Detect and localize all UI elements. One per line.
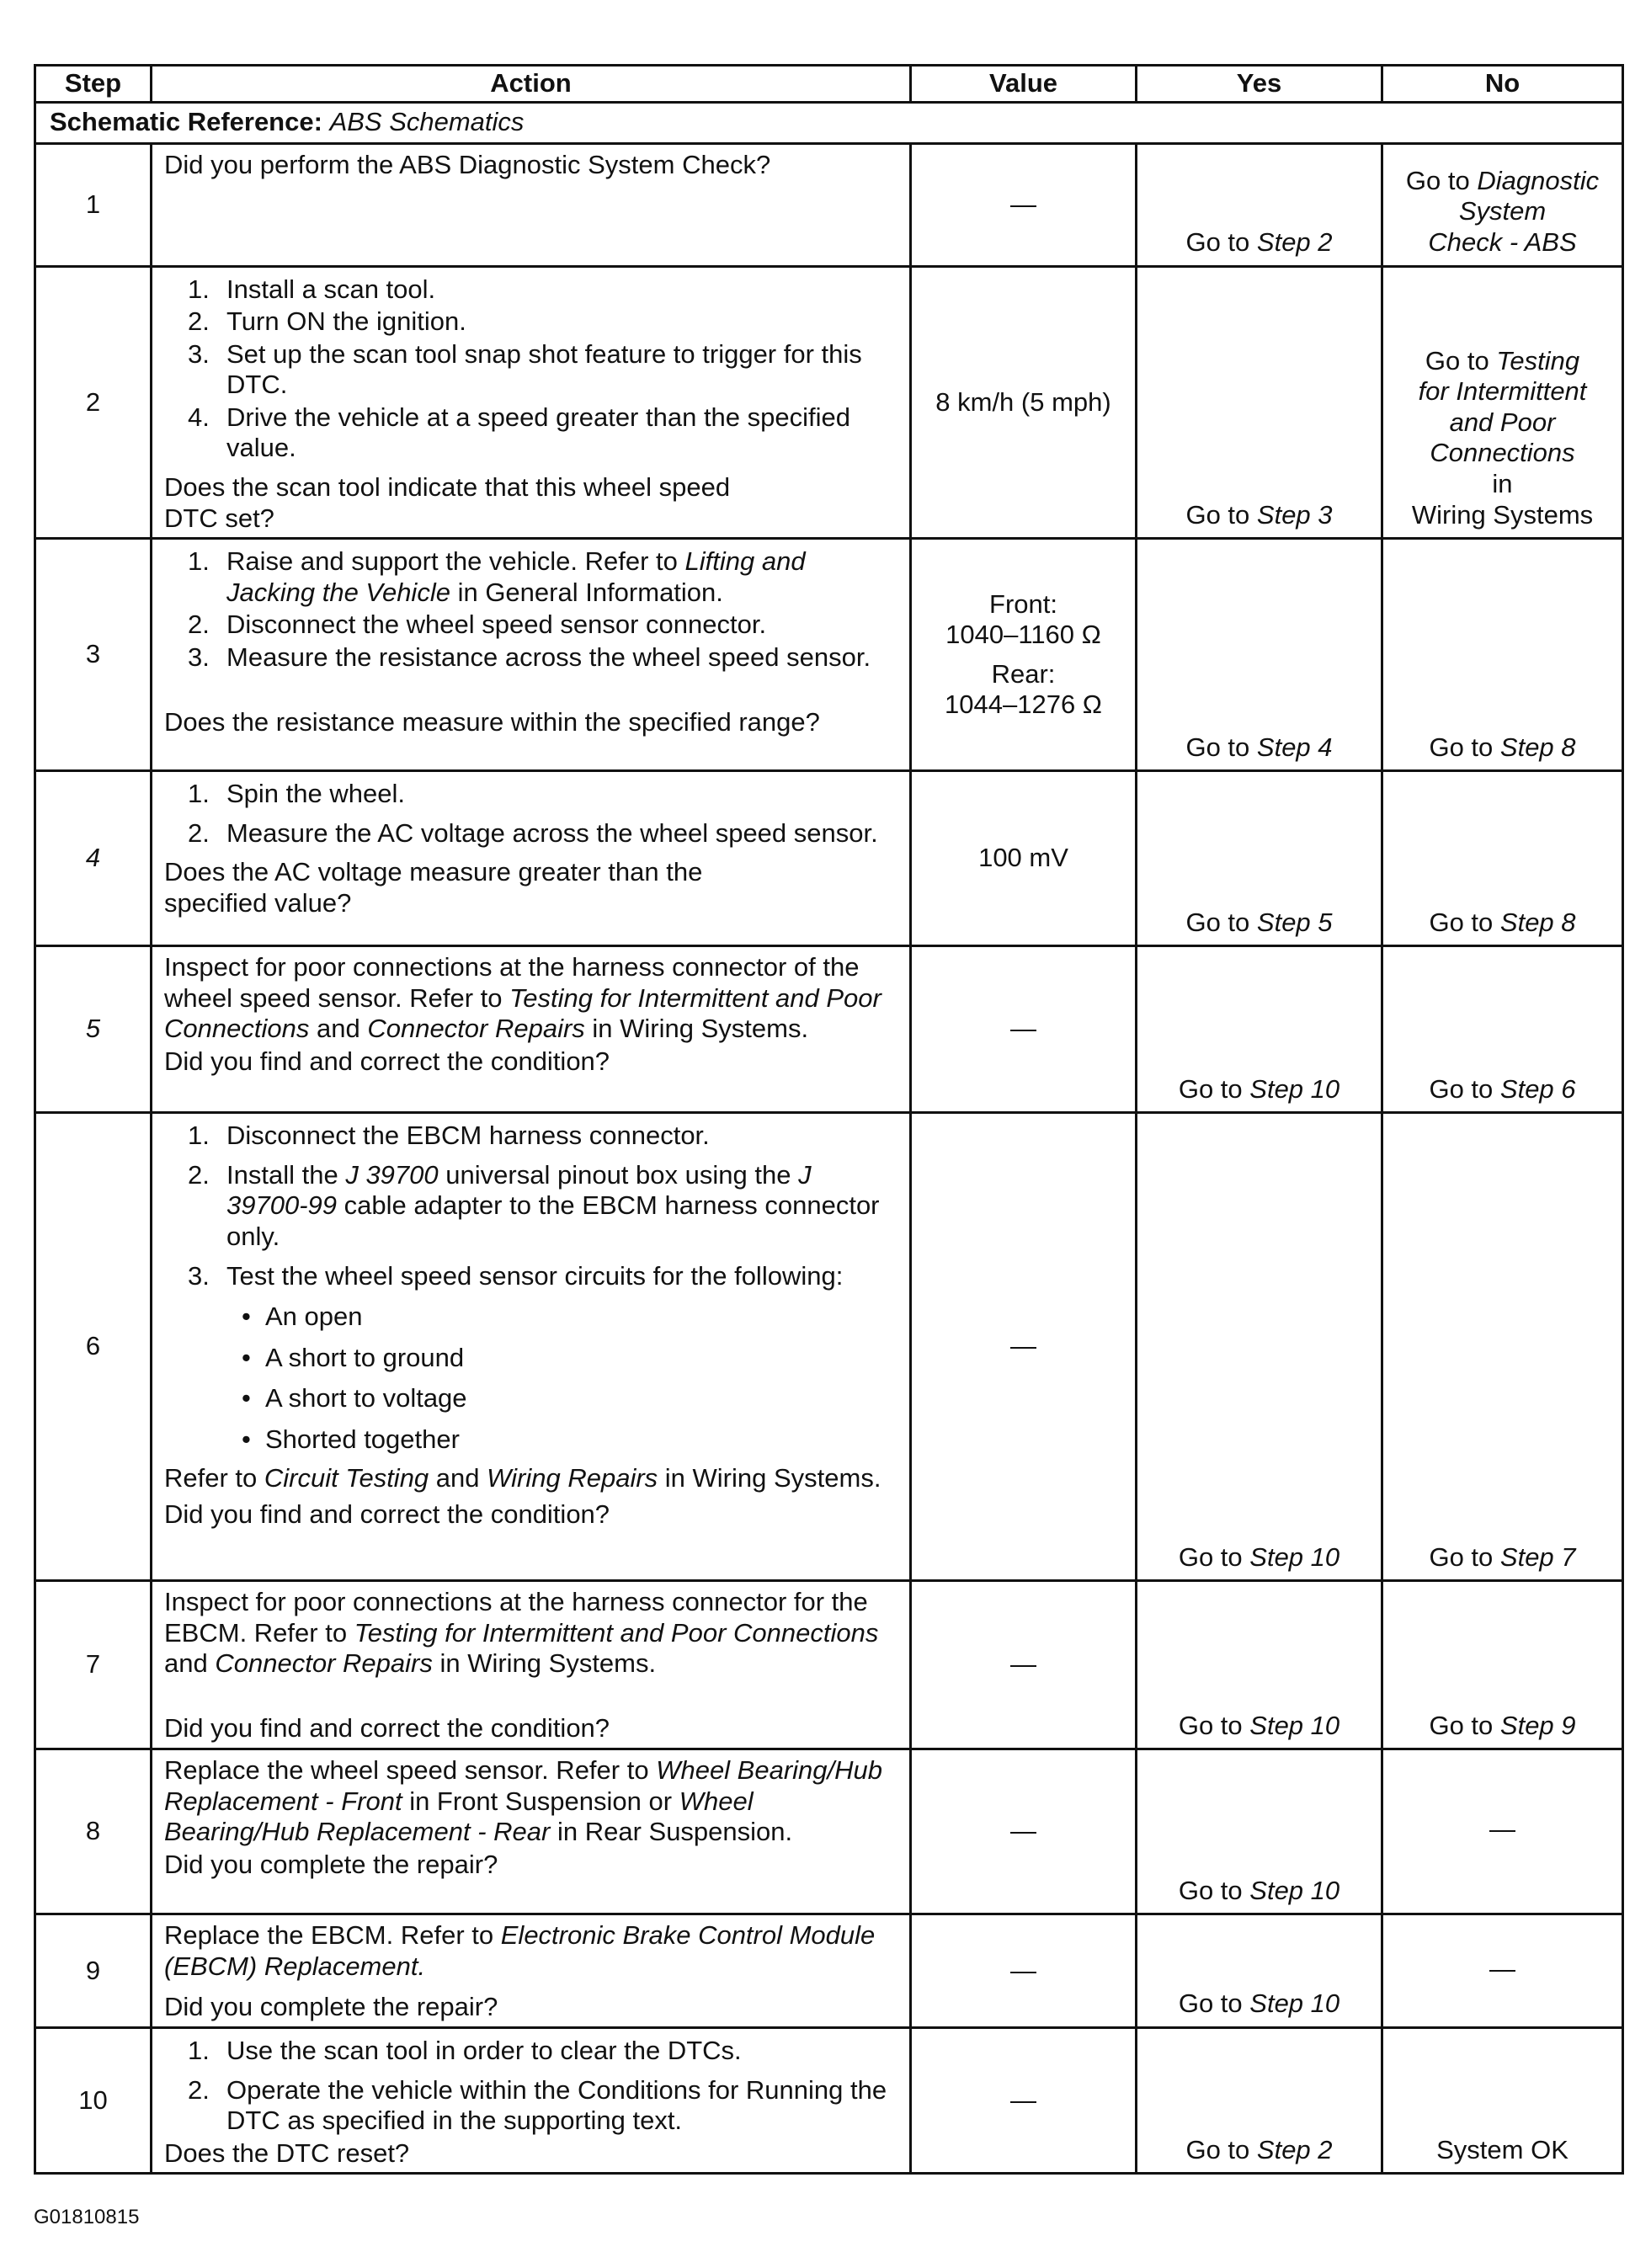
list-text: Raise and support the vehicle. Refer to xyxy=(226,546,678,577)
yes-cell xyxy=(1137,143,1382,266)
value-cell: 8 km/h (5 mph) xyxy=(911,266,1137,539)
step-number: 10 xyxy=(35,2027,152,2173)
tool-reference: J 39700 xyxy=(345,1159,439,1190)
list-text: Drive the vehicle at a speed greater than the specified value. xyxy=(226,402,851,463)
no-goto: Go to xyxy=(1425,345,1489,375)
yes-step-link[interactable]: Step 10 xyxy=(1249,1875,1340,1905)
question: Does the resistance measure within the specified range? xyxy=(164,706,820,737)
action-text: and xyxy=(435,1463,480,1493)
list-item xyxy=(164,2075,897,2137)
yes-step-link[interactable]: Step 5 xyxy=(1256,907,1333,937)
list-text: Disconnect the EBCM harness connector. xyxy=(226,1121,710,1151)
no-cell xyxy=(1382,539,1623,771)
bullet-item: • An open xyxy=(242,1302,363,1332)
list-number: 3. xyxy=(188,642,210,672)
question: Did you complete the repair? xyxy=(164,1992,498,2022)
no-link-line[interactable]: and Poor xyxy=(1449,407,1556,437)
list-number: 1. xyxy=(188,1121,210,1151)
yes-goto: Go to xyxy=(1185,499,1250,530)
yes-cell xyxy=(1137,266,1382,539)
reference-link[interactable]: Circuit Testing xyxy=(264,1463,429,1493)
value-cell: — xyxy=(911,1581,1137,1749)
table-row-step-8 xyxy=(35,1749,1623,1914)
diagnostic-table-container xyxy=(34,64,1622,2175)
table-row-step-10 xyxy=(35,2027,1623,2173)
value-cell: — xyxy=(911,143,1137,266)
list-text: in General Information. xyxy=(457,577,723,607)
header-value: Value xyxy=(911,66,1137,103)
no-link-line[interactable]: Testing xyxy=(1496,345,1580,375)
header-step: Step xyxy=(35,66,152,103)
list-number: 1. xyxy=(188,2035,210,2065)
table-row-step-7 xyxy=(35,1581,1623,1749)
list-number: 2. xyxy=(188,2074,210,2105)
yes-cell xyxy=(1137,1581,1382,1749)
yes-step-link[interactable]: Step 10 xyxy=(1249,1710,1340,1740)
no-step-link[interactable]: Step 8 xyxy=(1499,907,1576,937)
question: Does the DTC reset? xyxy=(164,2138,410,2168)
table-row-step-3 xyxy=(35,539,1623,771)
bullet-item: • A short to ground xyxy=(242,1342,465,1372)
step-number: 5 xyxy=(35,946,152,1113)
action-text: Refer to xyxy=(164,1463,258,1493)
reference-link[interactable]: Testing for Intermittent and Poor Connections xyxy=(164,982,881,1044)
yes-step-link[interactable]: Step 10 xyxy=(1249,1988,1340,2019)
list-text: Disconnect the wheel speed sensor connector. xyxy=(226,610,767,640)
yes-step-link[interactable]: Step 4 xyxy=(1256,732,1333,762)
action-cell xyxy=(152,1113,911,1581)
table-row-step-1 xyxy=(35,143,1623,266)
list-number: 1. xyxy=(188,274,210,304)
question-line: Does the AC voltage measure greater than the xyxy=(164,857,703,887)
action-text: Did you perform the ABS Diagnostic System Check? xyxy=(164,149,771,179)
yes-cell xyxy=(1137,946,1382,1113)
list-text: Operate the vehicle within the Conditions for Running the DTC as specified in the supporting text. xyxy=(226,2074,887,2136)
step-number: 7 xyxy=(35,1581,152,1749)
list-number: 2. xyxy=(188,610,210,640)
tool-reference: J 39700-99 xyxy=(226,1159,812,1221)
yes-goto: Go to xyxy=(1178,1541,1243,1572)
yes-goto: Go to xyxy=(1185,2134,1250,2164)
rear-label: Rear: xyxy=(991,658,1056,689)
no-link-line[interactable]: for Intermittent xyxy=(1418,376,1587,407)
reference-link[interactable]: Wheel Bearing/Hub Replacement - Rear xyxy=(164,1786,754,1847)
table-row-step-5 xyxy=(35,946,1623,1113)
step-number: 9 xyxy=(35,1914,152,2028)
header-yes: Yes xyxy=(1137,66,1382,103)
list-item xyxy=(164,642,897,673)
action-cell xyxy=(152,143,911,266)
no-link-line[interactable]: System xyxy=(1458,196,1547,226)
bullet-item: • A short to voltage xyxy=(242,1383,467,1414)
list-text: universal pinout box using the xyxy=(445,1159,791,1190)
yes-step-link[interactable]: Step 2 xyxy=(1256,227,1333,257)
action-cell xyxy=(152,771,911,946)
no-goto: Go to xyxy=(1429,732,1494,762)
no-step-link[interactable]: Step 6 xyxy=(1499,1073,1576,1104)
action-cell xyxy=(152,2027,911,2173)
table-row-step-6 xyxy=(35,1113,1623,1581)
schematic-reference-label: Schematic Reference: xyxy=(50,107,322,137)
no-goto: Go to xyxy=(1429,1710,1494,1740)
question: Did you find and correct the condition? xyxy=(164,1712,610,1743)
action-text: in Wiring Systems. xyxy=(439,1648,657,1679)
no-cell xyxy=(1382,266,1623,539)
action-text: in Wiring Systems. xyxy=(664,1463,881,1493)
yes-goto: Go to xyxy=(1185,732,1250,762)
action-text: Replace the EBCM. Refer to xyxy=(164,1920,494,1951)
action-paragraph xyxy=(164,952,897,1045)
action-cell xyxy=(152,946,911,1113)
action-paragraph xyxy=(164,1755,897,1848)
no-cell: — xyxy=(1382,1749,1623,1914)
list-number: 1. xyxy=(188,546,210,577)
table-row-step-2 xyxy=(35,266,1623,539)
list-number: 2. xyxy=(188,817,210,848)
no-cell xyxy=(1382,771,1623,946)
yes-goto: Go to xyxy=(1178,1988,1243,2019)
yes-cell xyxy=(1137,1749,1382,1914)
question xyxy=(164,857,897,918)
action-text: and xyxy=(316,1014,360,1044)
action-text: in Wiring Systems. xyxy=(592,1014,809,1044)
list-number: 4. xyxy=(188,402,210,432)
list-number: 3. xyxy=(188,338,210,369)
yes-goto: Go to xyxy=(1178,1710,1243,1740)
no-cell xyxy=(1382,946,1623,1113)
reference-link[interactable]: Electronic Brake Control Module (EBCM) Replacement. xyxy=(164,1920,876,1981)
step-number: 6 xyxy=(35,1113,152,1581)
list-item xyxy=(164,1160,897,1253)
yes-step-link[interactable]: Step 3 xyxy=(1256,499,1333,530)
yes-cell xyxy=(1137,1914,1382,2028)
reference-link[interactable]: Connector Repairs xyxy=(367,1014,585,1044)
bullet-text: A short to ground xyxy=(265,1342,465,1372)
reference-link[interactable]: Wheel Bearing/Hub Replacement - Front xyxy=(164,1755,883,1816)
yes-goto: Go to xyxy=(1178,1073,1243,1104)
action-cell xyxy=(152,1749,911,1914)
list-number: 2. xyxy=(188,1159,210,1190)
question: Did you complete the repair? xyxy=(164,1849,498,1879)
no-cell: System OK xyxy=(1382,2027,1623,2173)
action-text: in Front Suspension or xyxy=(409,1786,673,1816)
action-cell xyxy=(152,1581,911,1749)
list-text: Set up the scan tool snap shot feature to trigger for this DTC. xyxy=(226,338,862,400)
value-cell: — xyxy=(911,2027,1137,2173)
value-cell: — xyxy=(911,1914,1137,2028)
value-cell: — xyxy=(911,1749,1137,1914)
list-text: Test the wheel speed sensor circuits for the following: xyxy=(226,1260,844,1291)
list-number: 3. xyxy=(188,1260,210,1291)
step-number: 3 xyxy=(35,539,152,771)
front-label: Front: xyxy=(989,588,1057,619)
no-step-link[interactable]: Step 8 xyxy=(1499,732,1576,762)
action-text: and xyxy=(164,1648,208,1679)
table-row-step-9 xyxy=(35,1914,1623,2028)
question-line: Does the scan tool indicate that this wheel speed xyxy=(164,472,731,503)
schematic-reference-row xyxy=(35,102,1623,143)
list-text: Turn ON the ignition. xyxy=(226,306,466,337)
list-number: 2. xyxy=(188,306,210,337)
question-line: specified value? xyxy=(164,887,352,918)
no-goto: Go to xyxy=(1405,165,1470,195)
list-item xyxy=(164,339,897,401)
no-goto: Go to xyxy=(1429,907,1494,937)
diagnostic-table xyxy=(34,64,1624,2175)
bullet-text: Shorted together xyxy=(265,1424,460,1454)
yes-goto: Go to xyxy=(1185,907,1250,937)
action-paragraph xyxy=(164,1920,897,1982)
bullet-text: An open xyxy=(265,1302,363,1332)
schematic-reference-value: ABS Schematics xyxy=(329,107,525,137)
yes-goto: Go to xyxy=(1178,1875,1243,1905)
action-cell xyxy=(152,1914,911,2028)
no-step-link[interactable]: Step 9 xyxy=(1499,1710,1576,1740)
list-text: Spin the wheel. xyxy=(226,779,405,809)
refer-paragraph xyxy=(164,1463,897,1494)
value-cell: — xyxy=(911,1113,1137,1581)
header-row xyxy=(35,66,1623,103)
bullet-text: A short to voltage xyxy=(265,1383,467,1414)
yes-goto: Go to xyxy=(1185,227,1250,257)
list-item xyxy=(164,306,897,338)
value-cell: 100 mV xyxy=(911,771,1137,946)
list-item xyxy=(164,779,897,810)
yes-step-link[interactable]: Step 10 xyxy=(1249,1541,1340,1572)
action-cell xyxy=(152,539,911,771)
list-text: Measure the resistance across the wheel speed sensor. xyxy=(226,642,871,672)
yes-cell xyxy=(1137,1113,1382,1581)
reference-link[interactable]: Connector Repairs xyxy=(215,1648,433,1679)
no-goto: Go to xyxy=(1429,1541,1494,1572)
action-cell xyxy=(152,266,911,539)
question: Did you find and correct the condition? xyxy=(164,1499,610,1529)
no-cell: — xyxy=(1382,1914,1623,2028)
no-cell xyxy=(1382,1113,1623,1581)
list-item xyxy=(164,402,897,464)
value-cell: — xyxy=(911,946,1137,1113)
list-item xyxy=(164,610,897,641)
yes-cell xyxy=(1137,771,1382,946)
yes-step-link[interactable]: Step 10 xyxy=(1249,1073,1340,1104)
schematic-reference xyxy=(35,102,1623,143)
yes-cell xyxy=(1137,2027,1382,2173)
bullet-item: • Shorted together xyxy=(242,1424,460,1454)
yes-step-link[interactable]: Step 2 xyxy=(1256,2134,1333,2164)
figure-id: G01810815 xyxy=(34,2206,140,2228)
reference-link[interactable]: Lifting and Jacking the Vehicle xyxy=(226,546,806,607)
step-number: 4 xyxy=(35,771,152,946)
no-text-line: in xyxy=(1492,469,1513,499)
header-action: Action xyxy=(152,66,911,103)
reference-link[interactable]: Wiring Repairs xyxy=(487,1463,658,1493)
action-text: Replace the wheel speed sensor. Refer to xyxy=(164,1755,649,1786)
action-text: Inspect for poor connections at the harness connector of the wheel speed sensor. Refer to xyxy=(164,952,860,1013)
list-number: 1. xyxy=(188,779,210,809)
front-value: 1040–1160 Ω xyxy=(945,620,1101,650)
question xyxy=(164,472,897,534)
list-item xyxy=(164,1121,897,1152)
action-text: Inspect for poor connections at the harness connector for the EBCM. Refer to xyxy=(164,1587,868,1648)
step-number: 8 xyxy=(35,1749,152,1914)
no-link-line[interactable]: Check - ABS xyxy=(1428,227,1577,257)
yes-cell xyxy=(1137,539,1382,771)
list-item xyxy=(164,546,897,608)
question: Did you find and correct the condition? xyxy=(164,1046,610,1076)
question-line: DTC set? xyxy=(164,503,274,533)
list-text: cable adapter to the EBCM harness connector only. xyxy=(226,1190,880,1251)
rear-value: 1044–1276 Ω xyxy=(945,689,1102,720)
table-row-step-4 xyxy=(35,771,1623,946)
step-number: 1 xyxy=(35,143,152,266)
header-no: No xyxy=(1382,66,1623,103)
value-cell xyxy=(911,539,1137,771)
list-item xyxy=(164,274,897,306)
no-cell xyxy=(1382,1581,1623,1749)
action-text: in Rear Suspension. xyxy=(557,1817,793,1847)
list-item xyxy=(164,818,897,849)
list-text: Install the xyxy=(226,1159,338,1190)
list-text: Use the scan tool in order to clear the DTCs. xyxy=(226,2035,742,2065)
list-item xyxy=(164,2036,897,2067)
action-paragraph xyxy=(164,1587,897,1680)
no-step-link[interactable]: Step 7 xyxy=(1499,1541,1576,1572)
no-link-line[interactable]: Diagnostic xyxy=(1477,165,1600,195)
step-number: 2 xyxy=(35,266,152,539)
no-cell xyxy=(1382,143,1623,266)
no-text-line: Wiring Systems xyxy=(1411,499,1594,530)
reference-link[interactable]: Testing for Intermittent and Poor Connections xyxy=(354,1617,879,1648)
list-text: Measure the AC voltage across the wheel speed sensor. xyxy=(226,817,878,848)
no-link-line[interactable]: Connections xyxy=(1430,438,1575,468)
list-text: Install a scan tool. xyxy=(226,274,436,304)
list-item xyxy=(164,1261,897,1292)
no-goto: Go to xyxy=(1429,1073,1494,1104)
